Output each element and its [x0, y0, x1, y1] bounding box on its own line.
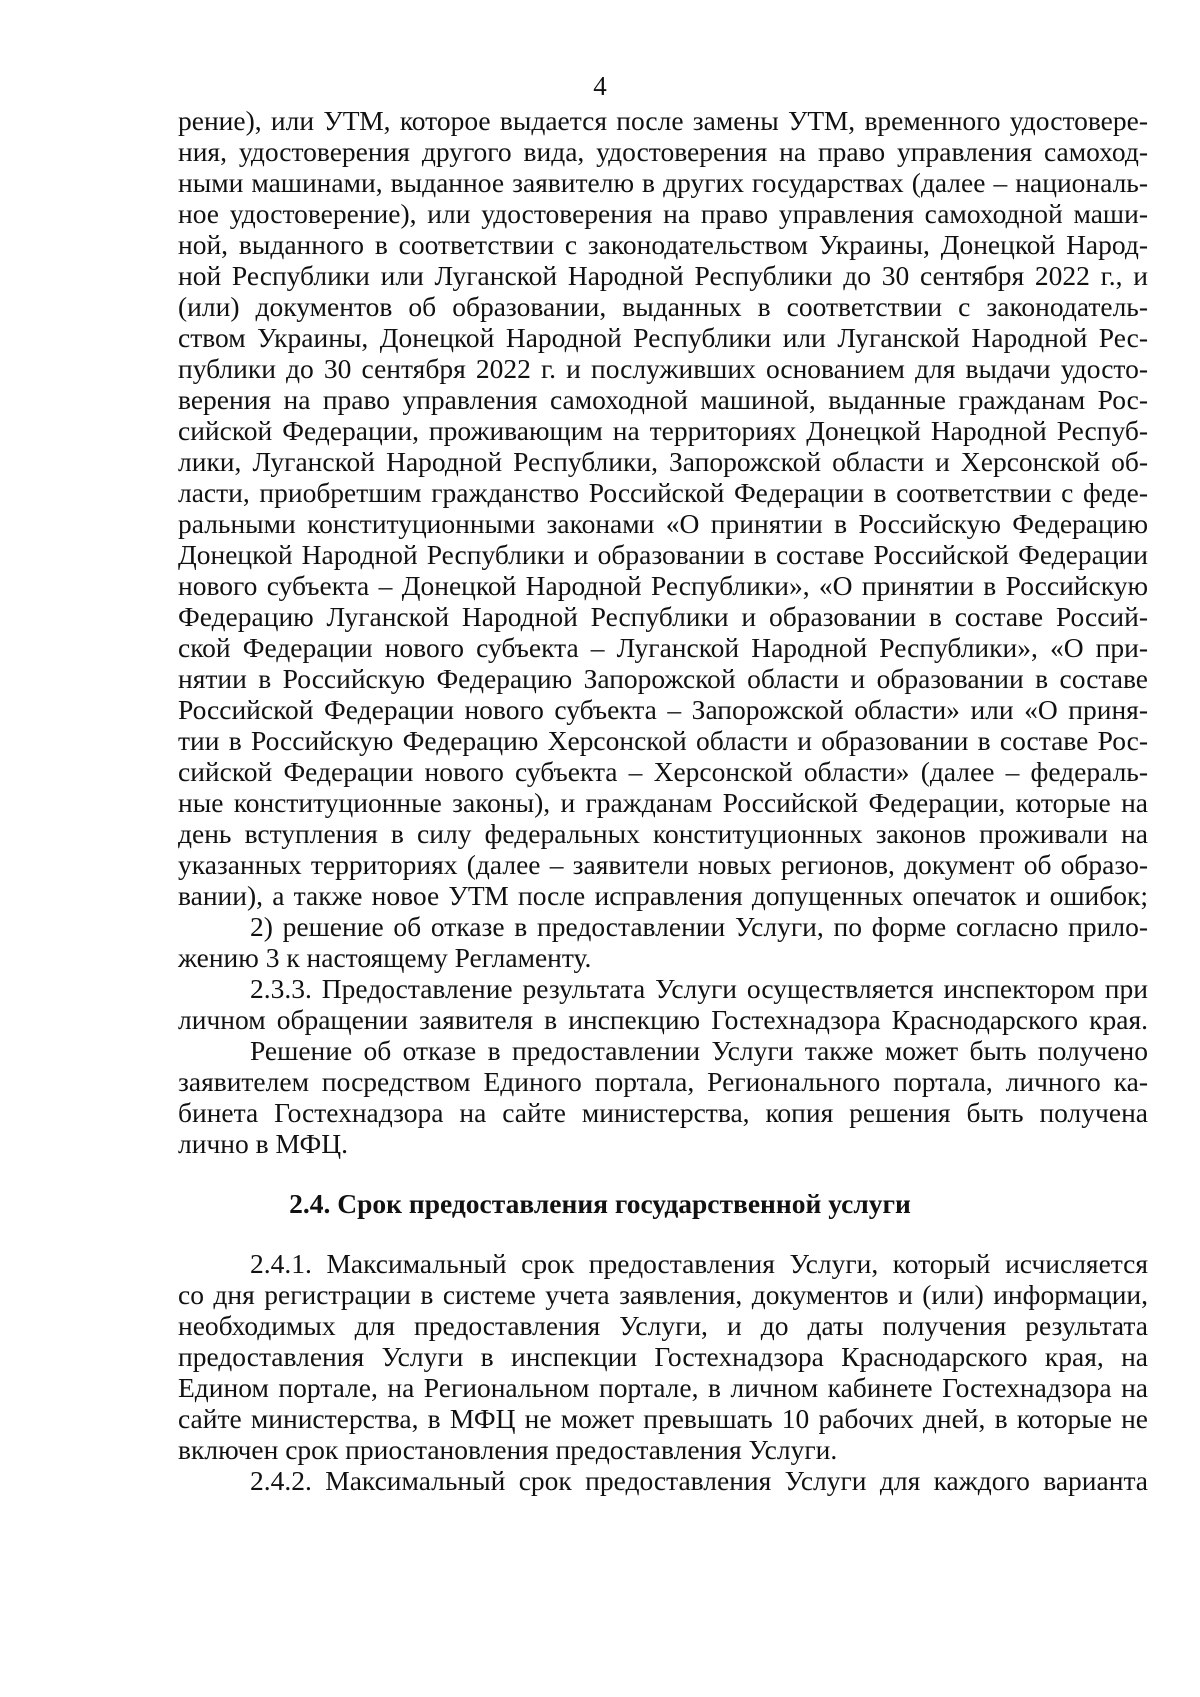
paragraph-line: лики, Луганской Народной Республики, Запорожской области и Херсонской об-: [178, 446, 1148, 477]
paragraph-line: бинета Гостехнадзора на сайте министерства, копия решения быть получена: [178, 1097, 1148, 1128]
paragraph-line: тии в Российскую Федерацию Херсонской области и образовании в составе Рос-: [178, 725, 1148, 756]
paragraph-line: день вступления в силу федеральных конституционных законов проживали на: [178, 818, 1148, 849]
paragraph-line: ской Федерации нового субъекта – Луганской Народной Республики», «О при-: [178, 632, 1148, 663]
paragraph-line: ласти, приобретшим гражданство Российской Федерации в соответствии с феде-: [178, 477, 1148, 508]
paragraph-line: Федерацию Луганской Народной Республики и образовании в составе Россий-: [178, 601, 1148, 632]
paragraph-line: ральными конституционными законами «О принятии в Российскую Федерацию: [178, 508, 1148, 539]
paragraph-line: ными машинами, выданное заявителю в других государствах (далее – националь-: [178, 167, 1148, 198]
paragraph-line: 2.4.2. Максимальный срок предоставления Услуги для каждого варианта: [250, 1465, 1148, 1496]
section-heading: 2.4. Срок предоставления государственной услуги: [289, 1188, 911, 1219]
paragraph-line: предоставления Услуги в инспекции Гостехнадзора Краснодарского края, на: [178, 1341, 1148, 1372]
paragraph-line: включен срок приостановления предоставления Услуги.: [178, 1434, 838, 1465]
paragraph-line: Донецкой Народной Республики и образовании в составе Российской Федерации: [178, 539, 1148, 570]
paragraph-line: со дня регистрации в системе учета заявления, документов и (или) информации,: [178, 1279, 1148, 1310]
paragraph-line: ством Украины, Донецкой Народной Республики или Луганской Народной Рес-: [178, 322, 1148, 353]
paragraph-line: сайте министерства, в МФЦ не может превышать 10 рабочих дней, в которые не: [178, 1403, 1148, 1434]
paragraph-line: Едином портале, на Региональном портале, в личном кабинете Гостехнадзора на: [178, 1372, 1148, 1403]
paragraph-line: ные конституционные законы), и гражданам Российской Федерации, которые на: [178, 787, 1148, 818]
paragraph-line: публики до 30 сентября 2022 г. и послуживших основанием для выдачи удосто-: [178, 353, 1148, 384]
paragraph-line: лично в МФЦ.: [178, 1128, 349, 1159]
paragraph-line: 2.4.1. Максимальный срок предоставления Услуги, который исчисляется: [250, 1248, 1148, 1279]
paragraph-line: жению 3 к настоящему Регламенту.: [178, 942, 592, 973]
paragraph-line: заявителем посредством Единого портала, Регионального портала, личного ка-: [178, 1066, 1148, 1097]
paragraph-line: ной Республики или Луганской Народной Республики до 30 сентября 2022 г., и: [178, 260, 1148, 291]
paragraph-line: нового субъекта – Донецкой Народной Республики», «О принятии в Российскую: [178, 570, 1148, 601]
paragraph-line: личном обращении заявителя в инспекцию Гостехнадзора Краснодарского края.: [178, 1004, 1148, 1035]
paragraph-line: рение), или УТМ, которое выдается после замены УТМ, временного удостовере-: [178, 105, 1148, 136]
paragraph-line: указанных территориях (далее – заявители новых регионов, документ об образо-: [178, 849, 1148, 880]
page-number: 4: [593, 71, 607, 101]
paragraph-line: 2) решение об отказе в предоставлении Услуги, по форме согласно прило-: [250, 911, 1148, 942]
paragraph-line: сийской Федерации, проживающим на территориях Донецкой Народной Респуб-: [178, 415, 1148, 446]
paragraph-line: ное удостоверение), или удостоверения на право управления самоходной маши-: [178, 198, 1148, 229]
paragraph-line: вании), а также новое УТМ после исправления допущенных опечаток и ошибок;: [178, 880, 1148, 911]
paragraph-line: ния, удостоверения другого вида, удостоверения на право управления самоход-: [178, 136, 1148, 167]
paragraph-line: верения на право управления самоходной машиной, выданные гражданам Рос-: [178, 384, 1148, 415]
paragraph-line: необходимых для предоставления Услуги, и до даты получения результата: [178, 1310, 1148, 1341]
paragraph-line: сийской Федерации нового субъекта – Херсонской области» (далее – федераль-: [178, 756, 1148, 787]
paragraph-line: 2.3.3. Предоставление результата Услуги осуществляется инспектором при: [250, 973, 1148, 1004]
paragraph-line: Решение об отказе в предоставлении Услуги также может быть получено: [250, 1035, 1148, 1066]
paragraph-line: нятии в Российскую Федерацию Запорожской области и образовании в составе: [178, 663, 1148, 694]
paragraph-line: Российской Федерации нового субъекта – Запорожской области» или «О приня-: [178, 694, 1148, 725]
paragraph-line: ной, выданного в соответствии с законодательством Украины, Донецкой Народ-: [178, 229, 1148, 260]
paragraph-line: (или) документов об образовании, выданных в соответствии с законодатель-: [178, 291, 1148, 322]
